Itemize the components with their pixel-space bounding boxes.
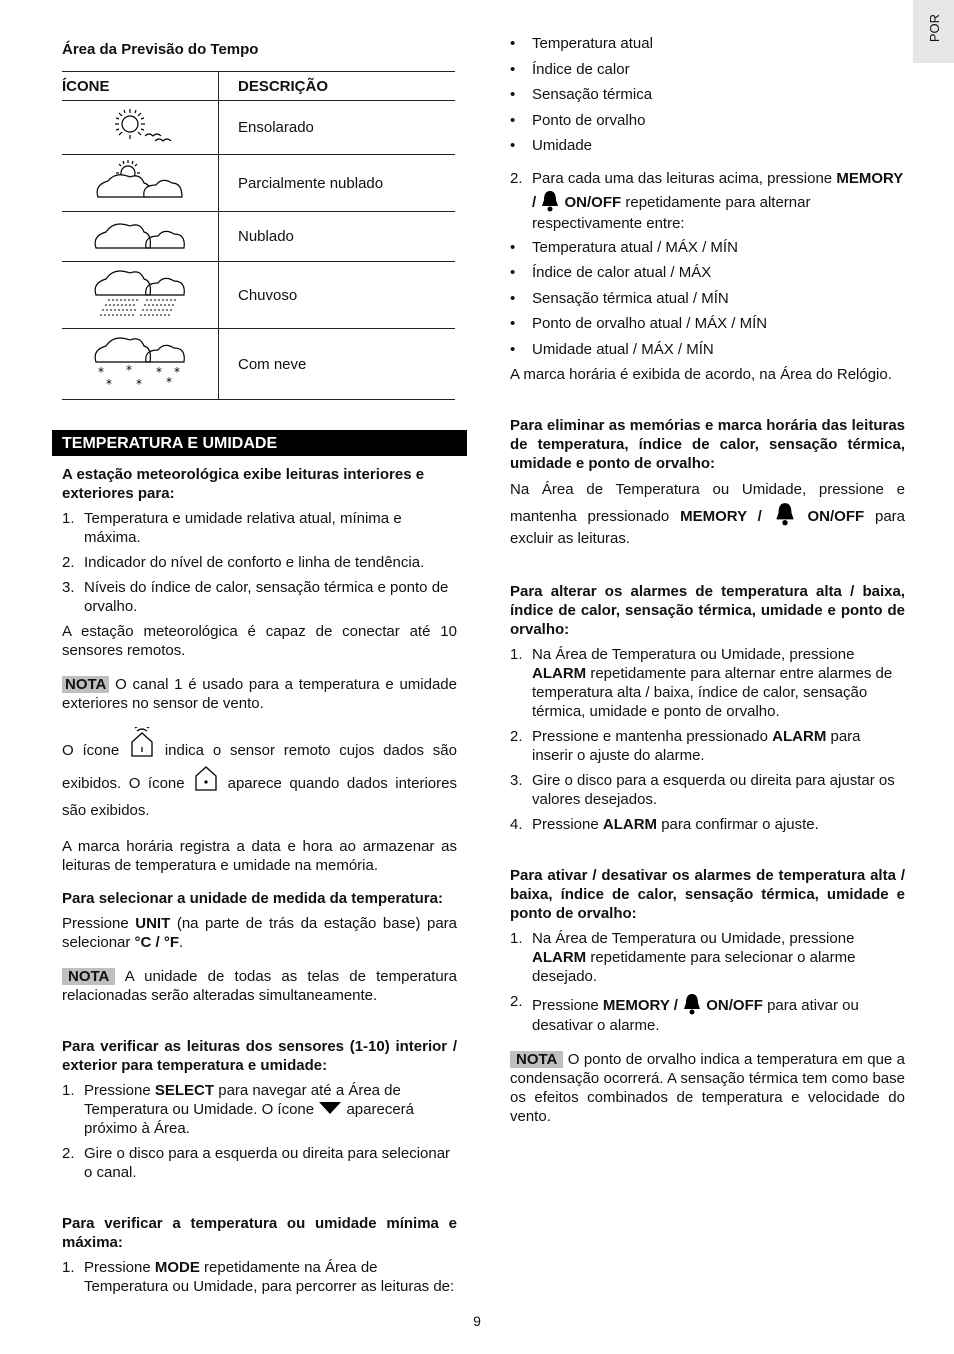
list-item: 1. Na Área de Temperatura ou Umidade, pressione ALARM repetidamente para alternar entre alarmes de temperatura alta / baixa, índice de calor, sensação térmica, umidade e ponto de orvalho. [510,646,893,720]
bell-icon [773,508,797,525]
alarm-heading: Para alterar os alarmes de temperatura alta / baixa, índice de calor, sensação térmica, umidade e ponto de orvalho: [510,583,905,638]
language-tab-label: POR [927,14,942,43]
list-item: 2. Gire o disco para a esquerda ou direita para selecionar o canal. [62,1145,451,1181]
forecast-label-snowy: Com neve [219,329,456,400]
right-column [510,34,905,1126]
col-icon-header: ÍCONE [62,72,219,101]
forecast-table [62,71,455,400]
list-item: 2. Indicador do nível de conforto e linha de tendência. [62,554,425,571]
remote-sensor-icon [128,742,156,759]
svg-text:*: * [174,364,180,379]
svg-text:*: * [166,374,172,389]
list-item: 1. Temperatura e umidade relativa atual, mínima e máxima. [62,510,402,546]
timestamp-text: A marca horária registra a data e hora ao armazenar as leituras de temperatura e umidade na memória. [62,838,457,874]
list-item: • Temperatura atual [510,35,653,52]
readings-list [510,34,905,162]
list-item: • Umidade atual / MÁX / MÍN [510,340,714,358]
alarm-list [510,645,905,834]
partly-cloudy-icon [62,155,219,212]
icon-description: O ícone indica o sensor remoto cujos dados são exibidos. O ícone aparece quando dados interiores são exibidos. [62,727,457,824]
sensors-text: A estação meteorológica é capaz de conectar até 10 sensores remotos. [62,623,457,659]
toggle-list [510,929,905,1035]
readings2-list [510,238,905,366]
list-item: 2. Pressione MEMORY / ON/OFF para ativar ou desativar o alarme. [510,993,859,1034]
intro-heading: A estação meteorológica exibe leituras interiores e exteriores para: [62,466,425,502]
svg-text:*: * [156,364,162,379]
unit-heading: Para selecionar a unidade de medida da temperatura: [62,890,443,907]
list-item: 1. Pressione SELECT para navegar até a Área de Temperatura ou Umidade. O ícone aparecerá próximo à Área. [62,1082,415,1137]
clear-text: Na Área de Temperatura ou Umidade, pressione e mantenha pressionado MEMORY / ON/OFF para excluir as leituras. [510,481,906,547]
svg-text:*: * [126,362,132,377]
list-item: 1. Na Área de Temperatura ou Umidade, pressione ALARM repetidamente para selecionar o alarme desejado. [510,930,856,985]
forecast-title: Área da Previsão do Tempo [62,41,259,58]
sensors-heading: Para verificar as leituras dos sensores (1-10) interior / exterior para temperatura e umidade: [62,1038,457,1074]
rainy-icon [62,262,219,329]
unit-text: Pressione UNIT (na parte de trás da estação base) para selecionar °C / °F. [62,915,458,951]
list-item: • Índice de calor atual / MÁX [510,264,712,281]
svg-text:*: * [106,376,112,391]
forecast-label-rainy: Chuvoso [219,262,456,329]
section-header: TEMPERATURA E UMIDADE [52,430,467,456]
toggle-heading: Para ativar / desativar os alarmes de temperatura alta / baixa, índice de calor, sensação térmica, umidade e ponto de orvalho: [510,867,905,922]
list-item: 4. Pressione ALARM para confirmar o ajuste. [510,816,819,833]
nota-badge: NOTA [62,968,115,985]
sensors-list [62,1081,457,1182]
memory-list [510,168,905,234]
list-item: • Temperatura atual / MÁX / MÍN [510,238,738,256]
nota-badge: NOTA [62,676,109,693]
list-item: • Sensação térmica atual / MÍN [510,289,729,307]
col-desc-header: DESCRIÇÃO [219,72,456,101]
svg-text:*: * [136,376,142,391]
left-column [62,40,457,1296]
list-item: 1. Pressione MODE repetidamente na Área de Temperatura ou Umidade, para percorrer as leituras de: [62,1259,455,1295]
forecast-label-sunny: Ensolarado [219,101,456,155]
nota-1: NOTA O canal 1 é usado para a temperatura e umidade exteriores no sensor de vento. [62,676,457,712]
clear-heading: Para eliminar as memórias e marca horária das leituras de temperatura, índice de calor, sensação térmica, umidade e ponto de orvalho: [510,417,905,472]
list-item: 3. Níveis do índice de calor, sensação térmica e ponto de orvalho. [62,579,449,615]
list-item: • Sensação térmica [510,86,653,103]
list-item: • Ponto de orvalho atual / MÁX / MÍN [510,315,768,332]
list-item: • Índice de calor [510,60,630,78]
clock-text: A marca horária é exibida de acordo, na Área do Relógio. [510,366,892,383]
bell-icon [540,194,560,211]
snowy-icon [62,329,219,400]
nota-3: NOTA O ponto de orvalho indica a temperatura em que a condensação ocorrerá. A sensação térmica tem como base os efeitos combinados de temperatura e velocidade do vento. [510,1051,905,1125]
minmax-list [62,1258,457,1296]
nota-badge: NOTA [510,1051,563,1068]
list-item: 3. Gire o disco para a esquerda ou direita para ajustar os valores desejados. [510,772,895,808]
intro-list [62,509,457,616]
indoor-icon [192,775,220,792]
svg-text:*: * [98,364,104,379]
bell-icon [682,997,702,1014]
sunny-icon [62,101,219,155]
list-item: 2. Pressione e mantenha pressionado ALARM para inserir o ajuste do alarme. [510,728,861,764]
nota-2: NOTA A unidade de todas as telas de temperatura relacionadas serão alteradas simultaneamente. [62,968,458,1004]
list-item: • Ponto de orvalho [510,111,646,129]
forecast-label-partly-cloudy: Parcialmente nublado [219,155,456,212]
forecast-label-cloudy: Nublado [219,212,456,262]
cloudy-icon [62,212,219,262]
language-tab [913,0,954,63]
list-item: 2. Para cada uma das leituras acima, pressione MEMORY / ON/OFF repetidamente para alternar respectivamente entre: [510,169,904,232]
minmax-heading: Para verificar a temperatura ou umidade mínima e máxima: [62,1215,457,1251]
down-arrow-icon [318,1101,342,1118]
list-item: • Umidade [510,137,593,154]
page-number: 9 [473,1313,481,1329]
